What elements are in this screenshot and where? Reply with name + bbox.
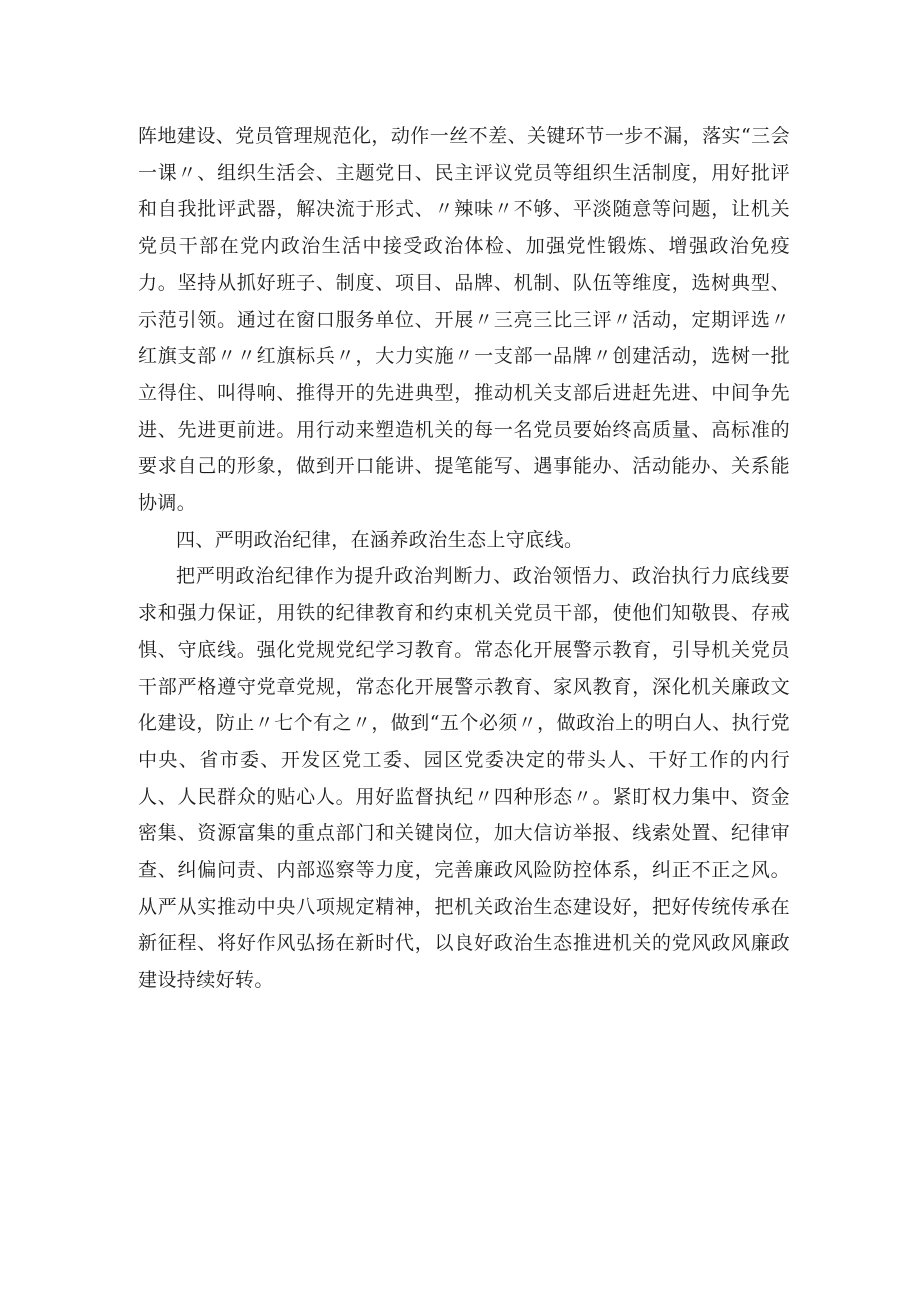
section-heading: 四、严明政治纪律，在涵养政治生态上守底线。 [176, 528, 584, 551]
document-body [138, 118, 790, 999]
paragraph-body: 把严明政治纪律作为提升政治判断力、政治领悟力、政治执行力底线要求和强力保证，用铁的纪律教育和约束机关党员干部，使他们知敬畏、存戒惧、守底线。强化党规党纪学习教育。常态化开展警示教育，引导机关党员干部严格遵守党章党规，常态化开展警示教育、家风教育，深化机关廉政文化建设，防止〃七个有之〃，做到“五个必须〃，做政治上的明白人、执行党中央、省市委、开发区党工委、园区党委决定的带头人、干好工作的内行人、人民群众的贴心人。用好监督执纪〃四种形态〃。紧盯权力集中、资金密集、资源富集的重点部门和关键岗位，加大信访举报、线索处置、纪律审查、纠偏问责、内部巡察等力度，完善廉政风险防控体系，纠正不正之风。从严从实推动中央八项规定精神，把机关政治生态建设好，把好传统传承在新征程、将好作风弘扬在新时代，以良好政治生态推进机关的党风政风廉政建设持续好转。 [138, 565, 790, 992]
paragraph-continuation: 阵地建设、党员管理规范化，动作一丝不差、关键环节一步不漏，落实“三会一课〃、组织生活会、主题党日、民主评议党员等组织生活制度，用好批评和自我批评武器，解决流于形式、〃辣味〃不够、平淡随意等问题，让机关党员干部在党内政治生活中接受政治体检、加强党性锻炼、增强政治免疫力。坚持从抓好班子、制度、项目、品牌、机制、队伍等维度，选树典型、示范引领。通过在窗口服务单位、开展〃三亮三比三评〃活动，定期评选〃红旗支部〃〃红旗标兵〃，大力实施〃一支部一品牌〃创建活动，选树一批立得住、叫得响、推得开的先进典型，推动机关支部后进赶先进、中间争先进、先进更前进。用行动来塑造机关的每一名党员要始终高质量、高标准的要求自己的形象，做到开口能讲、提笔能写、遇事能办、活动能办、关系能协调。 [138, 125, 790, 515]
